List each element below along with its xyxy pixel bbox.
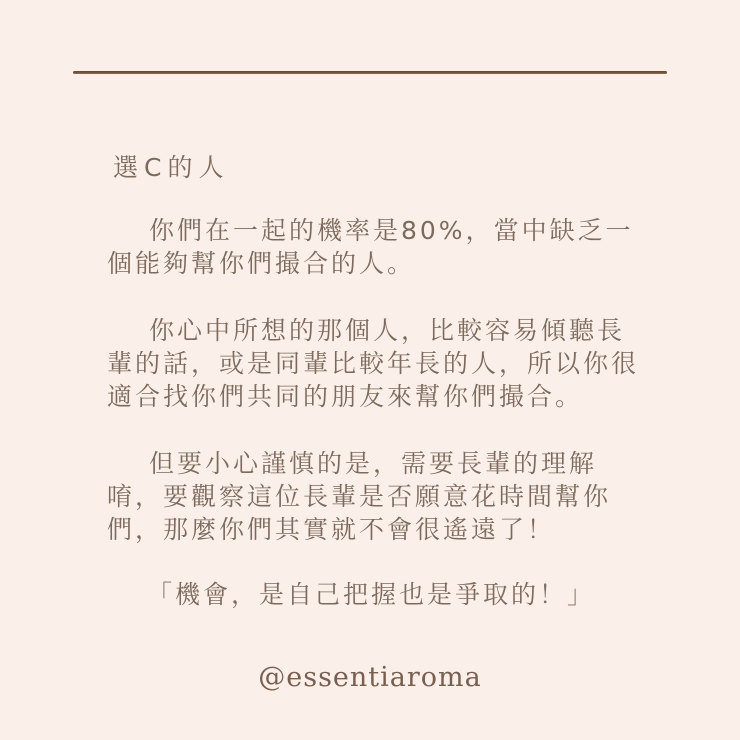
account-handle: @essentiaroma [258, 662, 482, 693]
top-divider [73, 71, 667, 74]
body-paragraph: 你們在一起的機率是80%，當中缺乏一個能夠幫你們撮合的人。 [107, 216, 634, 278]
post-body [107, 214, 639, 580]
section-heading: 選C的人 [113, 153, 230, 182]
closing-quote: 「機會，是自己把握也是爭取的！」 [146, 580, 595, 609]
body-paragraph: 你心中所想的那個人，比較容易傾聽長輩的話，或是同輩比較年長的人，所以你很適合找你們共同的朋友來幫你們撮合。 [107, 316, 640, 411]
body-paragraph: 但要小心謹慎的是，需要長輩的理解唷，要觀察這位長輩是否願意花時間幫你們，那麼你們其實就不會很遙遠了！ [107, 449, 612, 544]
